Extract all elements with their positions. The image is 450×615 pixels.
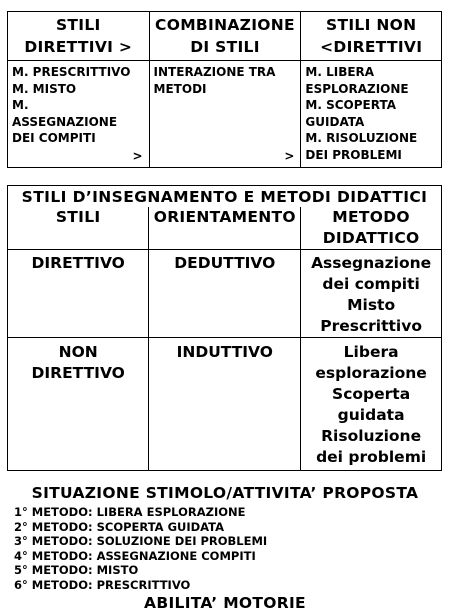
header-line: DIRETTIVI >: [24, 38, 133, 56]
method-line: Libera: [343, 343, 399, 361]
method-line: ASSEGNAZIONE: [12, 114, 118, 129]
header-text: ORIENTAMENTO: [153, 208, 296, 226]
method-line: guidata: [337, 406, 405, 424]
styles-body-row: [8, 61, 442, 168]
header-row: [8, 207, 442, 250]
header-text: STILI: [55, 208, 101, 226]
header-orientamento: [149, 207, 301, 250]
list-item: 4° METODO: ASSEGNAZIONE COMPITI: [14, 548, 256, 563]
header-combinazione-di-stili: [149, 12, 301, 61]
method-cell: [301, 250, 442, 338]
method-line: esplorazione: [315, 364, 427, 382]
header-metodo-didattico: [301, 207, 442, 250]
header-line: <DIRETTIVI: [320, 38, 423, 56]
greater-than-arrow: >: [284, 148, 295, 163]
list-item: 1° METODO: LIBERA ESPLORAZIONE: [14, 505, 246, 519]
style-line: DIRETTIVO: [31, 364, 125, 382]
method-line: M. LIBERA: [305, 65, 375, 79]
methods-list: [14, 505, 267, 593]
orientation-cell: [149, 250, 301, 338]
method-line: GUIDATA: [305, 114, 365, 129]
style-cell: [8, 338, 149, 471]
table-title: STILI D’INSEGNAMENTO E METODI DIDATTICI: [8, 186, 442, 208]
method-line: M. RISOLUZIONE: [305, 131, 418, 145]
header-stili-direttivi: [8, 12, 150, 61]
method-line: Assegnazione: [311, 254, 432, 272]
method-line: ESPLORAZIONE: [305, 81, 409, 96]
method-line: M. MISTO: [12, 81, 77, 96]
list-item: 2° METODO: SCOPERTA GUIDATA: [14, 519, 225, 534]
style-cell: [8, 250, 149, 338]
method-line: M. SCOPERTA: [305, 98, 396, 112]
header-line: DIDATTICO: [322, 229, 420, 247]
footer-title: ABILITA’ MOTORIE: [144, 594, 306, 612]
header-stili-non-direttivi: [301, 12, 442, 61]
header-stili: [8, 207, 149, 250]
method-line: Prescrittivo: [320, 317, 422, 335]
title-row: [8, 186, 442, 208]
method-line: M.: [12, 98, 29, 112]
greater-than-arrow: >: [132, 148, 143, 163]
method-line: METODI: [153, 81, 207, 96]
style-line: NON: [58, 343, 98, 361]
directive-methods-cell: [8, 61, 150, 168]
orientation-text: INDUTTIVO: [176, 343, 273, 361]
method-line: Misto: [347, 296, 396, 314]
styles-overview-table: [7, 11, 442, 168]
method-line: DEI PROBLEMI: [305, 147, 402, 162]
method-line: INTERAZIONE TRA: [153, 65, 276, 79]
header-line: DI STILI: [190, 38, 260, 56]
list-item: 5° METODO: MISTO: [14, 563, 139, 578]
header-line: METODO: [332, 208, 410, 226]
list-item: 3° METODO: SOLUZIONE DEI PROBLEMI: [14, 534, 268, 549]
header-line: STILI NON: [326, 16, 417, 34]
orientation-text: DEDUTTIVO: [174, 254, 276, 272]
non-directive-methods-cell: [301, 61, 442, 168]
situation-title: SITUAZIONE STIMOLO/ATTIVITA’ PROPOSTA: [31, 484, 419, 502]
method-cell: [301, 338, 442, 471]
method-line: DEI COMPITI: [12, 131, 96, 145]
teaching-styles-table: [7, 185, 442, 471]
style-text: DIRETTIVO: [31, 254, 125, 272]
styles-header-row: [8, 12, 442, 61]
method-line: Scoperta: [332, 385, 411, 403]
header-line: COMBINAZIONE: [155, 16, 295, 34]
method-line: M. PRESCRITTIVO: [12, 65, 131, 79]
method-line: Risoluzione: [321, 427, 422, 445]
list-item: 6° METODO: PRESCRITTIVO: [14, 577, 191, 592]
directive-row: [8, 250, 442, 338]
non-directive-row: [8, 338, 442, 471]
orientation-cell: [149, 338, 301, 471]
method-line: dei problemi: [316, 448, 427, 466]
header-line: STILI: [55, 16, 101, 34]
combination-cell: [149, 61, 301, 168]
method-line: dei compiti: [322, 275, 420, 293]
